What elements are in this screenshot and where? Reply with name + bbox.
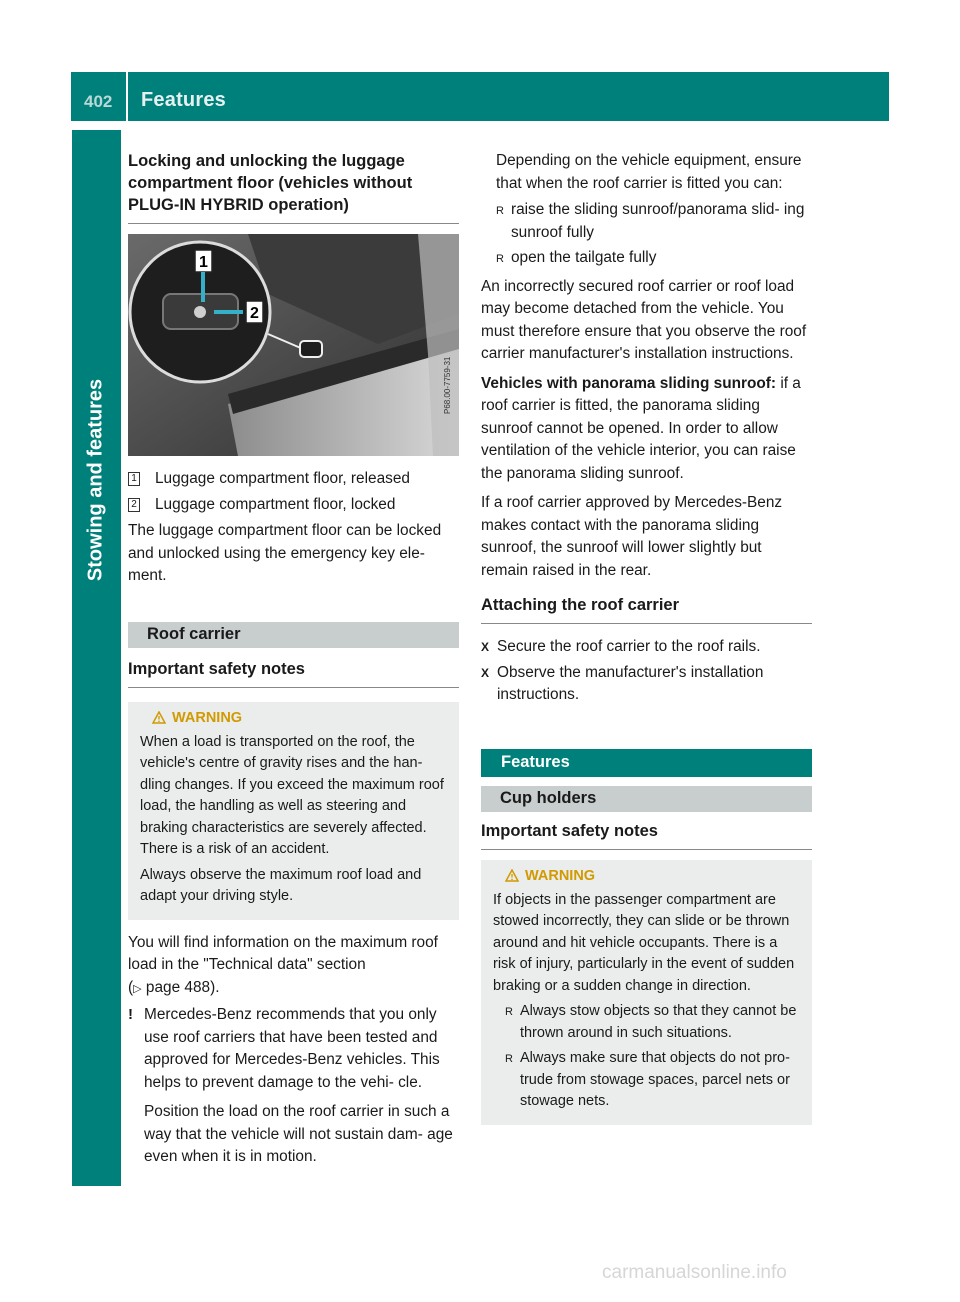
warning-text-1: When a load is transported on the roof, the vehicle's centre of gravity rises and the han- dling changes. If you exceed the maximum roof load, the handling as well as steering and braking characteristics are severely affected. There is a risk of an accident. [140, 733, 444, 857]
caption-2 [128, 494, 459, 517]
side-tab [72, 130, 121, 1186]
step-secure-carrier [481, 636, 812, 659]
warning-bullet-1 [493, 1001, 802, 1044]
bullet-tailgate [481, 247, 812, 271]
luggage-floor-illustration [128, 234, 459, 456]
warning-box-roof-load [128, 702, 459, 920]
caption-1-number: 1 [128, 472, 140, 486]
warning-triangle-icon [152, 711, 166, 724]
luggage-floor-photo [128, 234, 459, 456]
section-heading-cup-holders: Cup holders [481, 786, 812, 812]
bullet-marker: R [496, 205, 504, 217]
step-1-text: Secure the roof carrier to the roof rails. [497, 638, 761, 655]
section-heading-luggage-floor: Locking and unlocking the luggage compartment floor (vehicles without PLUG-IN HYBRID operation) [128, 150, 459, 224]
bullet-marker: R [505, 1006, 513, 1018]
header-divider [126, 72, 128, 121]
section-heading-roof-carrier: Roof carrier [128, 622, 459, 648]
right-column [481, 150, 812, 1137]
caption-1 [128, 468, 459, 491]
note-text-2: Position the load on the roof carrier in such a way that the vehicle will not sustain dam- age even when it is in motion. [144, 1103, 453, 1165]
warning-box-cup-holders [481, 860, 812, 1125]
paragraph-incorrect-securing: An incorrectly secured roof carrier or roof load may become detached from the vehicle. You must therefore ensure that you observe the roof carrier manufacturer's installation instructions. [481, 277, 807, 362]
page-ref-arrow-icon: ▷ [133, 982, 142, 995]
warning-bullet-2-text: Always make sure that objects do not pro- trude from stowage spaces, parcel nets or stowage nets. [519, 1050, 790, 1109]
max-roof-load-text: You will find information on the maximum roof load in the "Technical data" section [128, 933, 438, 973]
paragraph-equipment-intro: Depending on the vehicle equipment, ensure that when the roof carrier is fitted you can: [496, 152, 802, 192]
warning-header [505, 868, 802, 884]
warning-header [152, 710, 449, 726]
warning-text-2: Always observe the maximum roof load and adapt your driving style. [140, 866, 422, 904]
figure-code: P68.00-7759-31 [443, 356, 452, 414]
bullet-tailgate-text: open the tailgate fully [510, 249, 657, 266]
note-exclamation-icon: ! [128, 1006, 133, 1023]
left-column [128, 150, 459, 1176]
warning-label: WARNING [172, 709, 243, 726]
subheading-safety-notes-left: Important safety notes [128, 658, 459, 688]
callout-2: 2 [250, 305, 259, 322]
paragraph-lock-floor: The luggage compartment floor can be locked and unlocked using the emergency key ele- ment. [128, 522, 442, 584]
paragraph-sunroof-contact: If a roof carrier approved by Mercedes-Benz makes contact with the panorama sliding sunroof, the sunroof will lower slightly but remain raised in the rear. [481, 494, 783, 579]
note-text-1: Mercedes-Benz recommends that you only use roof carriers that have been tested and approved for Mercedes-Benz vehicles. This helps to prevent damage to the vehi- cle. [144, 1006, 440, 1091]
bullet-marker: R [496, 253, 504, 265]
callout-1: 1 [199, 254, 208, 271]
caption-2-number: 2 [128, 498, 140, 512]
heading-attaching-roof-carrier: Attaching the roof carrier [481, 594, 812, 624]
caption-2-text: Luggage compartment floor, locked [155, 495, 396, 513]
subheading-safety-notes-right: Important safety notes [481, 820, 812, 850]
panorama-text: if a roof carrier is fitted, the panorama sliding sunroof cannot be opened. In order to allow ventilation of the vehicle interior, you can raise the panorama sliding sunroof. [481, 374, 801, 482]
caption-1-text: Luggage compartment floor, released [155, 470, 410, 487]
bullet-marker: R [505, 1053, 513, 1065]
step-arrow-icon: X [481, 640, 490, 654]
bullet-sunroof [481, 199, 812, 244]
bullet-sunroof-text: raise the sliding sunroof/panorama slid- ing sunroof fully [510, 201, 805, 241]
note-roof-carrier [128, 1004, 459, 1176]
chapter-heading-features: Features [481, 749, 812, 777]
step-observe-instructions [481, 662, 812, 707]
warning-bullet-2 [493, 1048, 802, 1113]
side-tab-label: Stowing and features [84, 378, 107, 582]
step-arrow-icon: X [481, 665, 490, 680]
paragraph-max-roof-load [128, 932, 459, 1001]
page-ref-link[interactable]: page 488). [145, 978, 220, 996]
page-number: 402 [84, 92, 113, 111]
paragraph-panorama-sunroof [481, 373, 812, 486]
footer-watermark: carmanualsonline.info [602, 1262, 787, 1283]
page-ref-open: ( [128, 978, 134, 996]
warning-label: WARNING [525, 867, 596, 884]
warning-bullet-1-text: Always stow objects so that they cannot be thrown around in such situations. [519, 1003, 797, 1041]
header-title: Features [141, 89, 226, 111]
warning-text: If objects in the passenger compartment are stowed incorrectly, they can slide or be thrown around and hit vehicle occupants. There is a risk of injury, particularly in the event of sudden braking or a sudden change in direction. [493, 891, 795, 994]
panorama-lead-in: Vehicles with panorama sliding sunroof: [481, 374, 777, 392]
warning-triangle-icon [505, 869, 519, 882]
step-2-text: Observe the manufacturer's installation instructions. [497, 663, 764, 703]
